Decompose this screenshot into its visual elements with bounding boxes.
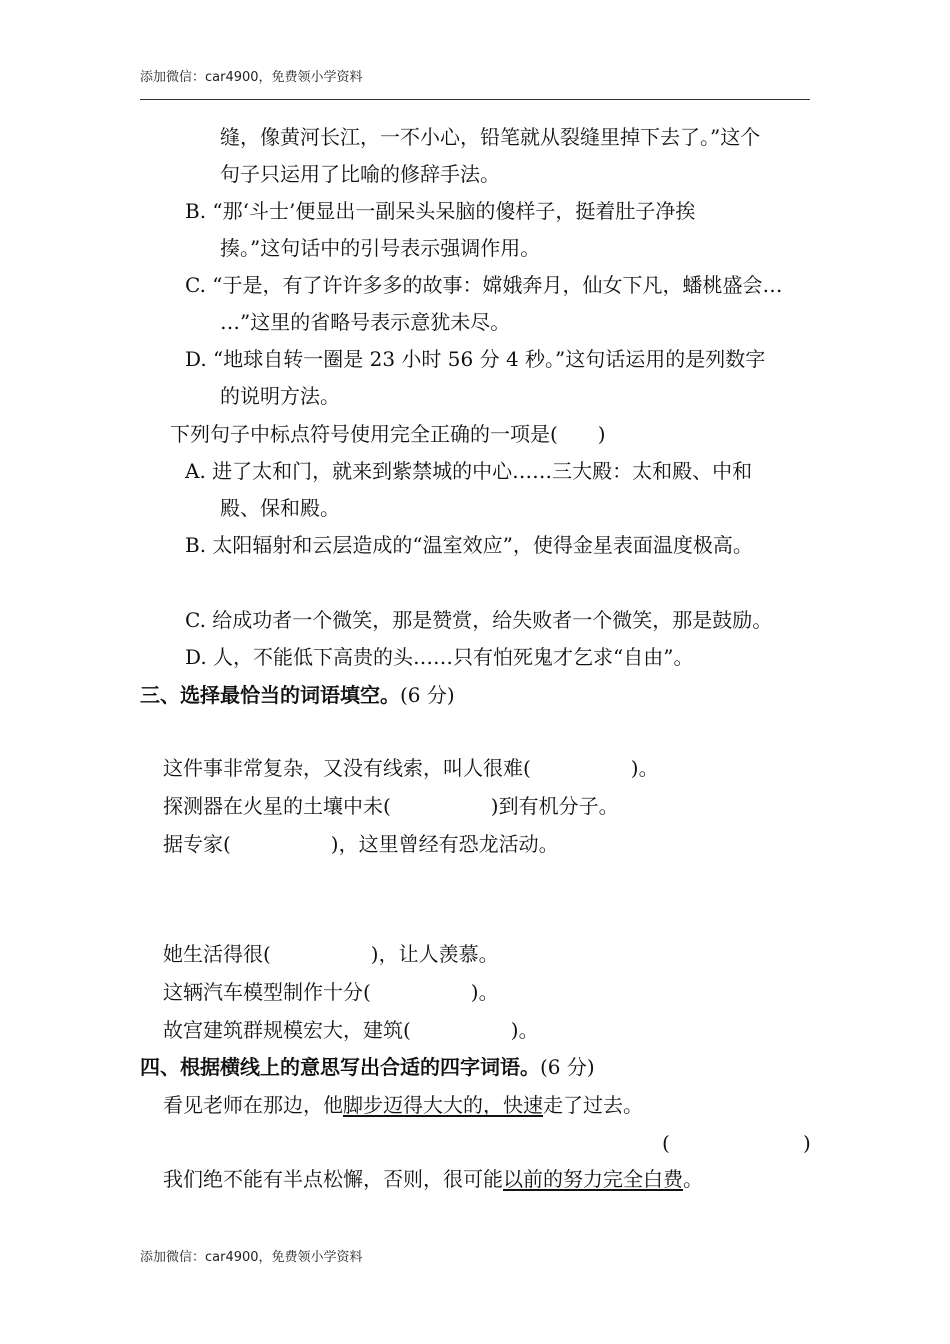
idiom-sentence-2-underlined: 以前的努力完全白费 bbox=[503, 1167, 683, 1191]
option-a-line-1: 缝，像黄河长江，一不小心，铅笔就从裂缝里掉下去了。”这个 bbox=[220, 125, 761, 149]
fill-sentence-5: 这辆汽车模型制作十分( )。 bbox=[163, 980, 499, 1004]
fill-sentence-6: 故宫建筑群规模宏大，建筑( )。 bbox=[163, 1018, 539, 1042]
option-a-line-2: 句子只运用了比喻的修辞手法。 bbox=[220, 162, 500, 186]
section-3-title-text: 三、选择最恰当的词语填空。 bbox=[140, 683, 400, 707]
option-c-line-1: C. “于是，有了许许多多的故事：嫦娥奔月，仙女下凡，蟠桃盛会… bbox=[185, 273, 783, 297]
section-4-points: (6 分) bbox=[540, 1055, 595, 1079]
option-d-line-1: D. “地球自转一圈是 23 小时 56 分 4 秒。”这句话运用的是列数字 bbox=[185, 347, 766, 371]
option-c-line-2: …”这里的省略号表示意犹未尽。 bbox=[220, 310, 511, 334]
question-stem: 下列句子中标点符号使用完全正确的一项是( ) bbox=[170, 422, 606, 446]
header-divider bbox=[140, 99, 810, 100]
punct-option-a-line-1: A. 进了太和门，就来到紫禁城的中心……三大殿：太和殿、中和 bbox=[185, 459, 753, 483]
punct-option-a-line-2: 殿、保和殿。 bbox=[220, 496, 340, 520]
option-b-line-1: B. “那‘斗士’便显出一副呆头呆脑的傻样子，挺着肚子净挨 bbox=[185, 199, 696, 223]
punct-option-d: D. 人，不能低下高贵的头……只有怕死鬼才乞求“自由”。 bbox=[185, 645, 694, 669]
fill-sentence-4: 她生活得很( )，让人羡慕。 bbox=[163, 942, 499, 966]
idiom-sentence-2-post: 。 bbox=[683, 1167, 703, 1191]
fill-sentence-3: 据专家( )，这里曾经有恐龙活动。 bbox=[163, 832, 559, 856]
idiom-sentence-1-post: 走了过去。 bbox=[543, 1093, 643, 1117]
idiom-sentence-1 bbox=[163, 1093, 643, 1117]
page-footer: 添加微信：car4900，免费领小学资料 bbox=[140, 1250, 363, 1265]
idiom-sentence-2-pre: 我们绝不能有半点松懈，否则，很可能 bbox=[163, 1167, 503, 1191]
option-b-line-2: 揍。”这句话中的引号表示强调作用。 bbox=[220, 236, 541, 260]
section-3-points: (6 分) bbox=[400, 683, 455, 707]
option-d-line-2: 的说明方法。 bbox=[220, 384, 340, 408]
idiom-sentence-2 bbox=[163, 1167, 703, 1191]
section-3-title bbox=[140, 683, 455, 707]
fill-sentence-2: 探测器在火星的土壤中未( )到有机分子。 bbox=[163, 794, 619, 818]
fill-sentence-1: 这件事非常复杂，又没有线索，叫人很难( )。 bbox=[163, 756, 659, 780]
answer-blank-open: ( bbox=[662, 1131, 670, 1155]
punct-option-c: C. 给成功者一个微笑，那是赞赏，给失败者一个微笑，那是鼓励。 bbox=[185, 608, 773, 632]
idiom-sentence-1-underlined: 脚步迈得大大的，快速 bbox=[343, 1093, 543, 1117]
section-4-title bbox=[140, 1055, 595, 1079]
section-4-title-text: 四、根据横线上的意思写出合适的四字词语。 bbox=[140, 1055, 540, 1079]
answer-blank-close: ) bbox=[803, 1131, 811, 1155]
punct-option-b: B. 太阳辐射和云层造成的“温室效应”，使得金星表面温度极高。 bbox=[185, 533, 753, 557]
idiom-sentence-1-pre: 看见老师在那边，他 bbox=[163, 1093, 343, 1117]
page-header: 添加微信：car4900，免费领小学资料 bbox=[140, 70, 363, 85]
